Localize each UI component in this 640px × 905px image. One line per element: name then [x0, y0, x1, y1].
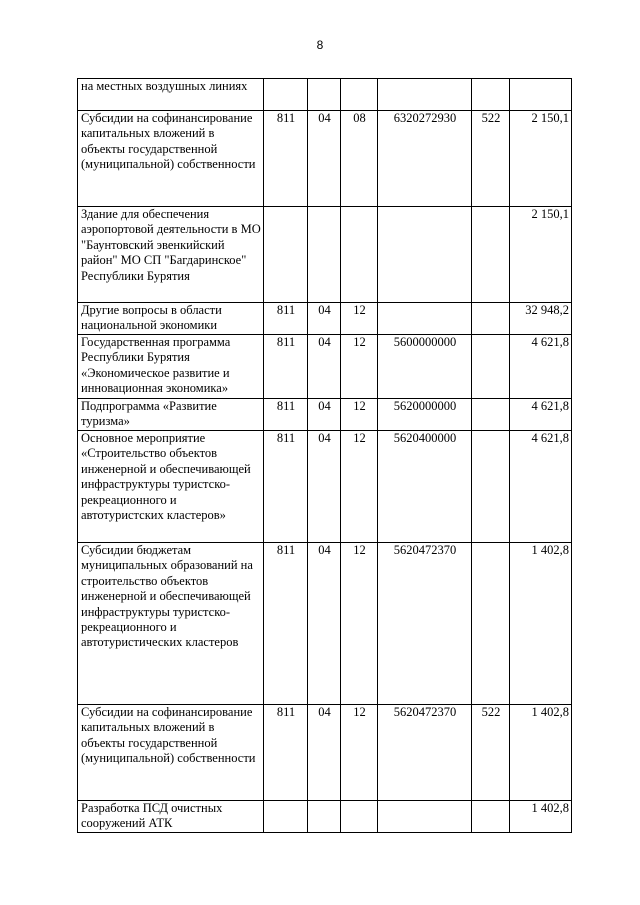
row-sum: 1 402,8 — [510, 801, 572, 833]
page-number: 8 — [316, 38, 324, 52]
row-csr — [378, 207, 472, 303]
row-name: Здание для обеспечения аэропортовой деятельности в МО "Баунтовский эвенкийский район" МО СП "Багдаринское" Республики Бурятия — [78, 207, 264, 303]
row-csr: 5620472370 — [378, 705, 472, 801]
row-ved: 811 — [264, 399, 308, 431]
table-row — [78, 79, 572, 111]
table-row — [78, 207, 572, 303]
row-sum: 2 150,1 — [510, 111, 572, 207]
row-csr — [378, 801, 472, 833]
row-sum: 1 402,8 — [510, 705, 572, 801]
row-sum: 1 402,8 — [510, 543, 572, 705]
table-row — [78, 431, 572, 543]
row-ved — [264, 79, 308, 111]
row-pr: 12 — [341, 399, 378, 431]
row-name: Государственная программа Республики Бурятия «Экономическое развитие и инновационная экономика» — [78, 335, 264, 399]
row-ved: 811 — [264, 335, 308, 399]
row-csr: 5620400000 — [378, 431, 472, 543]
row-name: Субсидии на софинансирование капитальных вложений в объекты государственной (муниципальной) собственности — [78, 111, 264, 207]
row-rz: 04 — [308, 399, 341, 431]
table-row — [78, 705, 572, 801]
row-name: на местных воздушных линиях — [78, 79, 264, 111]
row-vr — [472, 543, 510, 705]
row-pr: 12 — [341, 431, 378, 543]
row-pr: 12 — [341, 303, 378, 335]
row-vr — [472, 303, 510, 335]
row-pr: 12 — [341, 543, 378, 705]
table-row — [78, 111, 572, 207]
row-pr — [341, 79, 378, 111]
row-csr: 6320272930 — [378, 111, 472, 207]
row-csr: 5620000000 — [378, 399, 472, 431]
row-ved — [264, 801, 308, 833]
row-sum — [510, 79, 572, 111]
row-vr — [472, 79, 510, 111]
table-row — [78, 543, 572, 705]
row-rz: 04 — [308, 431, 341, 543]
row-sum: 4 621,8 — [510, 335, 572, 399]
row-csr: 5620472370 — [378, 543, 472, 705]
row-pr: 08 — [341, 111, 378, 207]
row-rz — [308, 79, 341, 111]
row-ved: 811 — [264, 705, 308, 801]
row-pr — [341, 801, 378, 833]
row-ved — [264, 207, 308, 303]
row-csr — [378, 303, 472, 335]
row-sum: 32 948,2 — [510, 303, 572, 335]
row-pr — [341, 207, 378, 303]
table-row — [78, 303, 572, 335]
row-pr: 12 — [341, 705, 378, 801]
row-rz: 04 — [308, 543, 341, 705]
row-name: Подпрограмма «Развитие туризма» — [78, 399, 264, 431]
row-vr: 522 — [472, 111, 510, 207]
row-name: Субсидии бюджетам муниципальных образований на строительство объектов инженерной и обеспечивающей инфраструктуры туристско-рекреационного и автотуристических кластеров — [78, 543, 264, 705]
row-ved: 811 — [264, 431, 308, 543]
row-name: Другие вопросы в области национальной экономики — [78, 303, 264, 335]
row-ved: 811 — [264, 111, 308, 207]
table-row — [78, 399, 572, 431]
row-name: Основное мероприятие «Строительство объектов инженерной и обеспечивающей инфраструктуры туристско-рекреационного и автотуристских кластеров» — [78, 431, 264, 543]
row-sum: 2 150,1 — [510, 207, 572, 303]
row-vr — [472, 335, 510, 399]
row-csr: 5600000000 — [378, 335, 472, 399]
row-pr: 12 — [341, 335, 378, 399]
row-rz — [308, 801, 341, 833]
row-rz: 04 — [308, 705, 341, 801]
budget-table — [77, 78, 572, 833]
table-row — [78, 335, 572, 399]
row-vr — [472, 207, 510, 303]
row-vr: 522 — [472, 705, 510, 801]
row-ved: 811 — [264, 543, 308, 705]
row-vr — [472, 399, 510, 431]
row-rz: 04 — [308, 111, 341, 207]
row-sum: 4 621,8 — [510, 399, 572, 431]
row-sum: 4 621,8 — [510, 431, 572, 543]
table-row — [78, 801, 572, 833]
row-vr — [472, 801, 510, 833]
row-csr — [378, 79, 472, 111]
row-rz — [308, 207, 341, 303]
row-vr — [472, 431, 510, 543]
row-rz: 04 — [308, 303, 341, 335]
row-name: Разработка ПСД очистных сооружений АТК — [78, 801, 264, 833]
row-rz: 04 — [308, 335, 341, 399]
row-ved: 811 — [264, 303, 308, 335]
row-name: Субсидии на софинансирование капитальных вложений в объекты государственной (муниципальной) собственности — [78, 705, 264, 801]
